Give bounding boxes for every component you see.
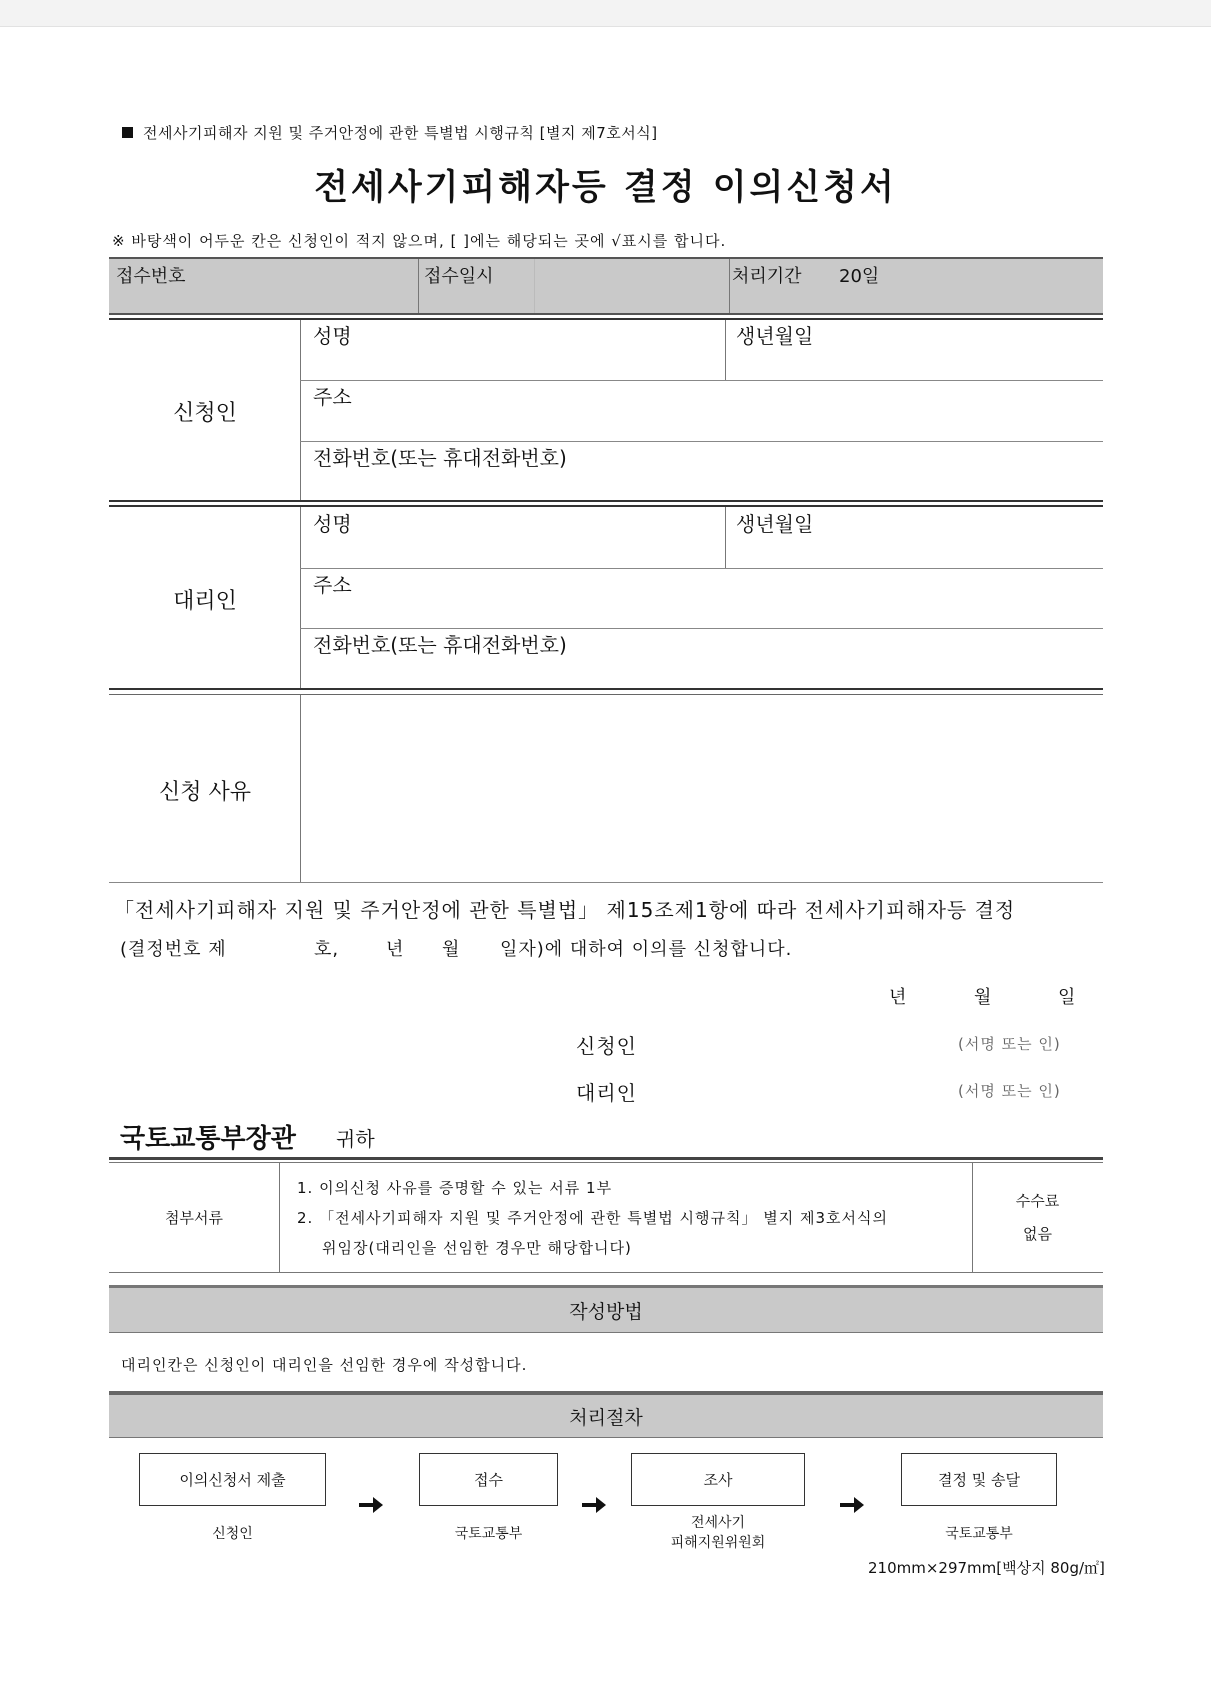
arrow-right-icon — [580, 1494, 608, 1516]
sign-date-month: 월 — [974, 987, 993, 1008]
instructions-text: 대리인칸은 신청인이 대리인을 선임한 경우에 작성합니다. — [121, 1356, 528, 1374]
rule — [109, 1332, 1103, 1333]
processing-period-value: 20일 — [839, 266, 880, 287]
divider — [418, 259, 419, 313]
procedure-step-3-actor-line2: 피해지원위원회 — [670, 1535, 766, 1551]
receipt-row — [109, 258, 1103, 313]
receipt-date-label: 접수일시 — [424, 266, 494, 287]
reason-input-area[interactable] — [302, 697, 1100, 880]
rule — [109, 688, 1103, 690]
addressee-suffix: 귀하 — [336, 1127, 375, 1151]
rule — [109, 1272, 1103, 1273]
declaration-line-2: 일자)에 대하여 이의를 신청합니다. — [500, 939, 793, 960]
divider — [279, 1163, 280, 1272]
signature-agent-label: 대리인 — [576, 1081, 637, 1105]
rule — [109, 1437, 1103, 1438]
agent-birth-field[interactable]: 생년월일 — [736, 512, 814, 536]
rule — [109, 1162, 1103, 1163]
procedure-step-3-actor: 전세사기 — [690, 1515, 746, 1531]
divider — [972, 1163, 973, 1272]
regulation-reference: 전세사기피해자 지원 및 주거안정에 관한 특별법 시행규칙 [별지 제7호서식] — [122, 122, 658, 143]
paper-spec: 210mm×297mm[백상지 80g/㎡] — [868, 1559, 1105, 1577]
arrow-right-icon — [838, 1494, 866, 1516]
divider — [725, 507, 726, 568]
procedure-step-3-box: 조사 — [631, 1453, 805, 1506]
rule — [109, 500, 1103, 502]
square-bullet-icon — [122, 127, 133, 138]
rule — [109, 313, 1103, 315]
rule — [109, 694, 1103, 695]
sign-date-year: 년 — [889, 987, 908, 1008]
applicant-name-field[interactable]: 성명 — [313, 324, 352, 348]
rule — [300, 380, 1103, 381]
fee-label: 수수료 — [1015, 1192, 1060, 1210]
reason-section-label: 신청 사유 — [158, 780, 251, 805]
rule — [109, 1157, 1103, 1160]
procedure-step-4-actor: 국토교통부 — [945, 1526, 1013, 1542]
arrow-right-icon — [357, 1494, 385, 1516]
receipt-number-label: 접수번호 — [116, 266, 186, 287]
applicant-phone-field[interactable]: 전화번호(또는 휴대전화번호) — [313, 446, 567, 470]
rule — [109, 318, 1103, 320]
agent-name-field[interactable]: 성명 — [313, 512, 352, 536]
applicant-sign-hint[interactable]: (서명 또는 인) — [958, 1035, 1061, 1053]
divider — [534, 259, 535, 313]
procedure-step-2-box: 접수 — [419, 1453, 558, 1506]
attachment-item-2-cont: 위임장(대리인을 선임한 경우만 해당합니다) — [322, 1239, 632, 1257]
applicant-birth-field[interactable]: 생년월일 — [736, 324, 814, 348]
declaration-line-1: 「전세사기피해자 지원 및 주거안정에 관한 특별법」 제15조제1항에 따라 전세사기피해자등 결정 — [114, 898, 1016, 922]
signature-applicant-label: 신청인 — [576, 1034, 637, 1058]
procedure-header: 처리절차 — [109, 1395, 1103, 1437]
sign-date-day: 일 — [1058, 987, 1077, 1008]
decision-month: 월 — [442, 939, 461, 960]
attachment-item-2: 2. 「전세사기피해자 지원 및 주거안정에 관한 특별법 시행규칙」 별지 제3호서식의 — [297, 1209, 888, 1227]
procedure-step-2-actor: 국토교통부 — [454, 1526, 523, 1542]
decision-number-suffix: 호, — [314, 939, 340, 960]
procedure-step-4-box: 결정 및 송달 — [901, 1453, 1057, 1506]
divider — [725, 320, 726, 380]
procedure-step-1-actor: 신청인 — [212, 1526, 253, 1542]
applicant-section-label: 신청인 — [173, 401, 237, 426]
attachments-label: 첨부서류 — [165, 1209, 223, 1227]
attachment-item-1: 1. 이의신청 사유를 증명할 수 있는 서류 1부 — [297, 1179, 613, 1197]
viewer-top-bar — [0, 0, 1211, 27]
rule — [109, 505, 1103, 507]
rule — [300, 568, 1103, 569]
agent-sign-hint[interactable]: (서명 또는 인) — [958, 1082, 1061, 1100]
agent-phone-field[interactable]: 전화번호(또는 휴대전화번호) — [313, 633, 567, 657]
processing-period-label: 처리기간 — [732, 266, 802, 287]
applicant-address-field[interactable]: 주소 — [313, 385, 352, 409]
agent-section-label: 대리인 — [173, 589, 237, 614]
decision-year: 년 — [386, 939, 405, 960]
agent-address-field[interactable]: 주소 — [313, 573, 352, 597]
instructions-header: 작성방법 — [109, 1288, 1103, 1332]
divider — [729, 259, 730, 313]
addressee-name: 국토교통부장관 — [120, 1124, 296, 1154]
fee-value: 없음 — [1023, 1225, 1052, 1243]
form-note: ※ 바탕색이 어두운 칸은 신청인이 적지 않으며, [ ]에는 해당되는 곳에 √표시를 합니다. — [112, 232, 727, 250]
rule — [109, 257, 1103, 259]
rule — [109, 882, 1103, 883]
procedure-step-1-box: 이의신청서 제출 — [139, 1453, 326, 1506]
decision-number-label: (결정번호 제 — [120, 939, 227, 960]
form-title: 전세사기피해자등 결정 이의신청서 — [314, 168, 897, 208]
